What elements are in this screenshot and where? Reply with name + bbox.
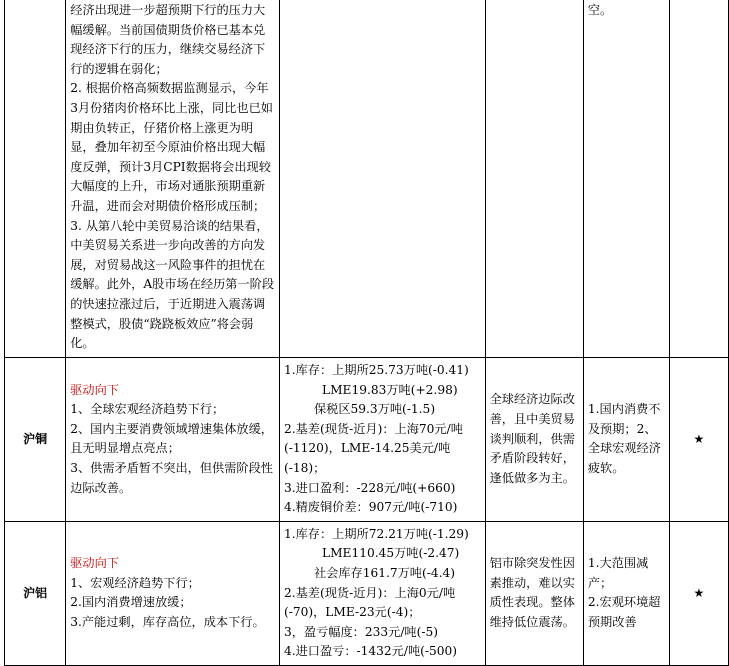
row1-col5: 空。 [583, 0, 669, 358]
drive-label: 驱动向下 [70, 382, 119, 397]
aluminum-data [279, 521, 485, 665]
driver-point: 2.国内消费增速放缓； [70, 595, 192, 610]
data-line: 1.库存：上期所25.73万吨(-0.41) [283, 363, 469, 377]
copper-drivers [66, 358, 280, 522]
table-row [5, 358, 729, 522]
aluminum-analysis: 铝市除突发性因素推动，难以实质性表现。整体维持低位震荡。 [485, 521, 583, 665]
aluminum-rating-star: ★ [669, 521, 728, 665]
copper-analysis: 全球经济边际改善，且中美贸易谈判顺利，供需矛盾阶段转好，逢低做多为主。 [485, 358, 583, 522]
analysis-paragraph: 3. 从第八轮中美贸易洽谈的结果看，中美贸易关系进一步向改善的方向发展，对贸易战这一风险事件的担忧在缓解。此外，A股市场在经历第一阶段的快速拉涨过后，于近期进入震荡调整模式，股债“跷跷板效应”将会弱化。 [70, 218, 275, 351]
row1-name [5, 0, 66, 358]
futures-table [4, 0, 729, 666]
data-line: 2.基差(现货-近月)：上海0元/吨(-70)，LME-23元(-4)； [283, 585, 456, 620]
aluminum-risk: 1.大范围减产； 2.宏观环境超预期改善 [583, 521, 669, 665]
data-line: 保税区59.3万吨(-1.5) [313, 402, 436, 417]
data-line: 4.进口盈亏：-1432元/吨(-500) [283, 644, 458, 659]
row1-analysis-text [66, 0, 280, 358]
data-line: 3，盈亏幅度：233元/吨(-5) [283, 624, 438, 639]
data-line: 社会库存161.7万吨(-4.4) [313, 565, 456, 580]
commodity-name-aluminum: 沪铝 [5, 521, 66, 665]
data-line: LME110.45万吨(-2.47) [321, 546, 460, 561]
table-row [5, 0, 729, 358]
copper-data [279, 358, 485, 522]
aluminum-drivers [66, 521, 280, 665]
driver-point: 1、全球宏观经济趋势下行； [70, 402, 225, 417]
data-line: 1.库存：上期所72.21万吨(-1.29) [283, 526, 469, 541]
driver-point: 1、宏观经济趋势下行； [70, 575, 200, 590]
row1-col6 [669, 0, 728, 358]
row1-data [279, 0, 485, 358]
driver-point: 2、国内主要消费领域增速集体放缓，且无明显增点亮点； [70, 421, 273, 456]
analysis-paragraph: 2. 根据价格高频数据监测显示，今年3月份猪肉价格环比上涨，同比也已如期由负转正，仔猪价格上涨更为明显，叠加年初至今原油价格出现大幅度反弹，预计3月CPI数据将会出现较大幅度的上升，市场对通胀预期重新升温，进而会对期债价格形成压制； [70, 81, 273, 213]
table-row [5, 521, 729, 665]
data-line: 3.进口盈利：-228元/吨(+660) [283, 480, 456, 495]
row1-col4 [485, 0, 583, 358]
data-line: 4.精废铜价差：907元/吨(-710) [283, 500, 458, 515]
driver-point: 3.产能过剩，库存高位，成本下行。 [70, 614, 265, 629]
copper-rating-star: ★ [669, 358, 728, 522]
driver-point: 3、供需矛盾暂不突出，但供需阶段性边际改善。 [70, 460, 273, 495]
copper-risk: 1.国内消费不及预期；2、全球宏观经济疲软。 [583, 358, 669, 522]
data-line: LME19.83万吨(+2.98) [321, 382, 458, 397]
data-line: 2.基差(现货-近月)：上海70元/吨(-1120)，LME-14.25美元/吨(-18)； [283, 421, 463, 475]
drive-label: 驱动向下 [70, 556, 119, 571]
analysis-paragraph: 经济出现进一步超预期下行的压力大幅缓解。当前国债期货价格已基本兑现经济下行的压力，继续交易经济下行的逻辑在弱化； [70, 3, 266, 76]
commodity-name-copper: 沪铜 [5, 358, 66, 522]
